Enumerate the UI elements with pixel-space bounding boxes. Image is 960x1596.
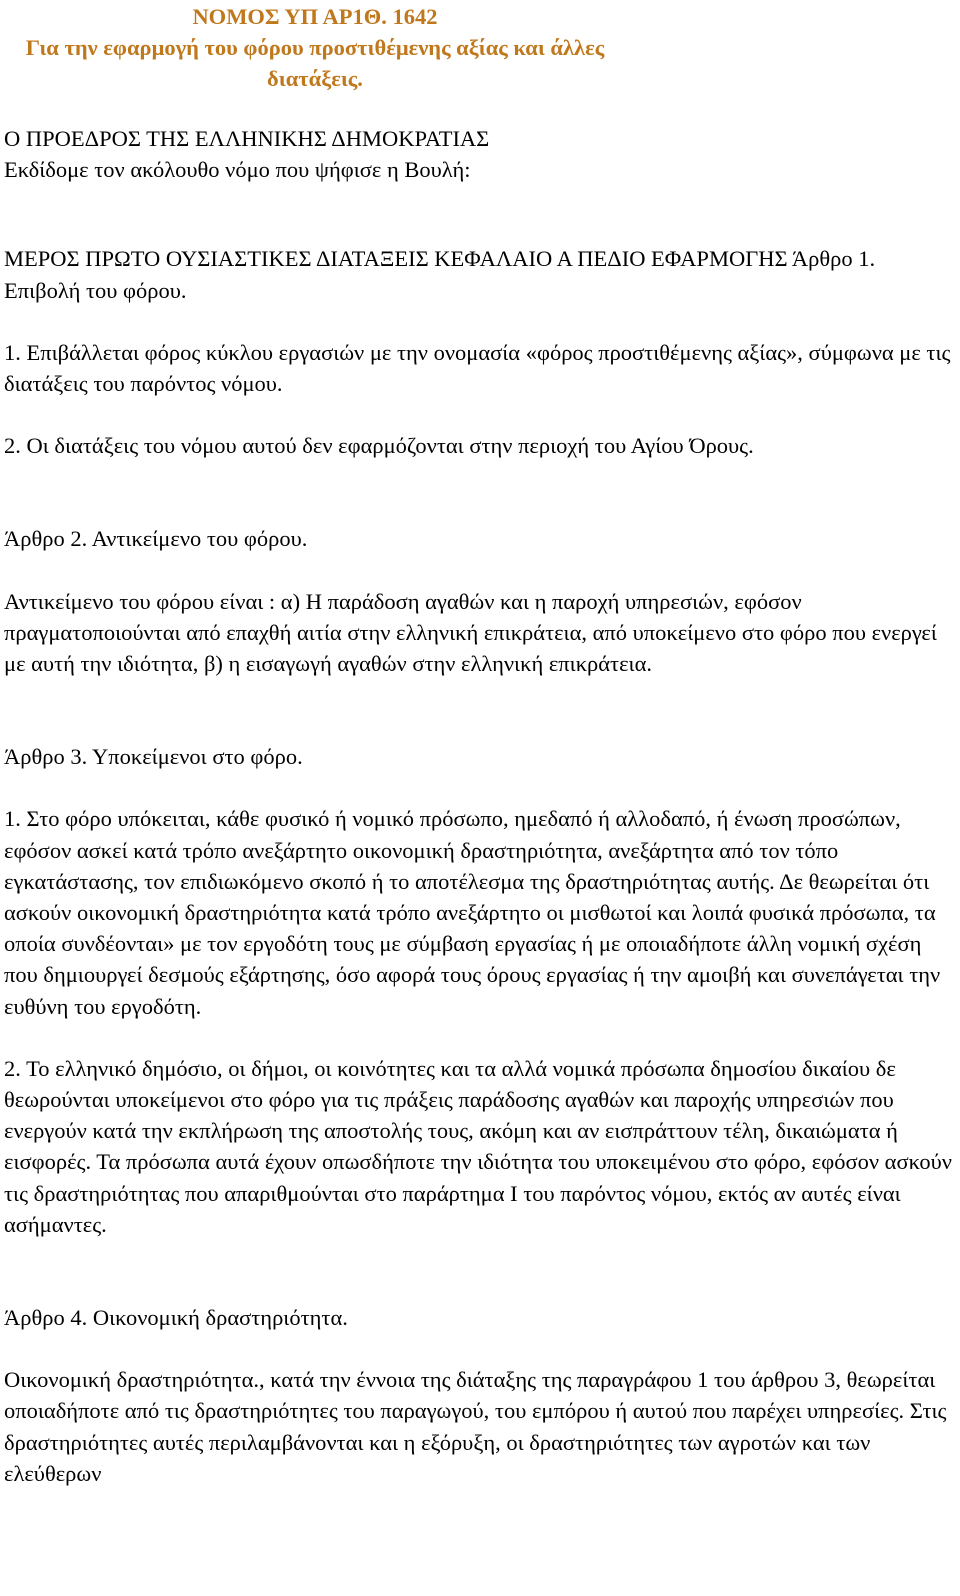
article-1-paragraph-1: 1. Επιβάλλεται φόρος κύκλου εργασιών με την ονομασία «φόρος προστιθέμενης αξίας», σύμφωνα με τις διατάξεις του παρόντος νόμου. [4, 339, 951, 397]
part-heading: ΜΕΡΟΣ ΠΡΩΤΟ ΟΥΣΙΑΣΤΙΚΕΣ ΔΙΑΤΑΞΕΙΣ ΚΕΦΑΛΑΙΟ Α ΠΕΔΙΟ ΕΦΑΡΜΟΓΗΣ Άρθρο 1. Επιβολή του φόρου. [4, 246, 876, 303]
article-2-heading: Άρθρο 2. Αντικείμενο του φόρου. [4, 526, 308, 552]
law-title-block [0, 1, 630, 94]
article-4-paragraph-1: Οικονομική δραστηριότητα., κατά την έννοια της διάταξης της παραγράφου 1 του άρθρου 3, θεωρείται οποιαδήποτε από τις δραστηριότητες του παραγωγού, του εμπόρου ή αυτού που παρέχει υπηρεσίες. Στις δραστηριότητες αυτές περιλαμβάνονται και η εξόρυξη, οι δραστηριότητες των αγροτών και των ελεύθερων [4, 1367, 947, 1486]
preamble [4, 123, 956, 185]
preamble-line-2: Εκδίδομε τον ακόλουθο νόμο που ψήφισε η Βουλή: [4, 157, 471, 183]
law-title: ΝΟΜΟΣ ΥΠ ΑΡ1Θ. 1642 [192, 4, 438, 29]
article-3-paragraph-1: 1. Στο φόρο υπόκειται, κάθε φυσικό ή νομικό πρόσωπο, ημεδαπό ή αλλοδαπό, ή ένωση προσώπων, εφόσον ασκεί κατά τρόπο ανεξάρτητο οικονομική δραστηριότητα, ανεξάρτητα από τον τόπο εγκατάστασης, τον επιδιωκόμενο σκοπό ή το αποτέλεσμα της δραστηριότητας αυτής. Δε θεωρείται ότι ασκούν οικονομική δραστηριότητα κατά τρόπο ανεξάρτητο οι μισθωτοί και λοιπά φυσικά πρόσωπα, τα οποία συνδέονται» με τον εργοδότη τους με σύμβαση εργασίας ή με οποιαδήποτε άλλη νομική σχέση που δημιουργεί δεσμούς εξάρτησης, όσο αφορά τους όρους εργασίας ή την αμοιβή και συνεπάγεται την ευθύνη του εργοδότη. [4, 806, 941, 1019]
preamble-line-1: Ο ΠΡΟΕΔΡΟΣ ΤΗΣ ΕΛΛΗΝΙΚΗΣ ΔΗΜΟΚΡΑΤΙΑΣ [4, 126, 490, 151]
article-3-heading: Άρθρο 3. Υποκείμενοι στο φόρο. [4, 744, 303, 770]
article-1-paragraph-2: 2. Οι διατάξεις του νόμου αυτού δεν εφαρμόζονται στην περιοχή του Αγίου Όρους. [4, 433, 754, 459]
article-3-paragraph-2: 2. Το ελληνικό δημόσιο, οι δήμοι, οι κοινότητες και τα αλλά νομικά πρόσωπα δημοσίου δικαίου δε θεωρούνται υποκείμενοι στο φόρο για τις πράξεις παράδοσης αγαθών και παροχής υπηρεσιών που ενεργούν κατά την εκπλήρωση της αποστολής τους, ακόμη και αν εισπράττουν τέλη, δικαιώματα ή εισφορές. Τα πρόσωπα αυτά έχουν οπωσδήποτε την ιδιότητα του υποκειμένου στο φόρο, εφόσον ασκούν τις δραστηριότητας που απαριθμούνται στο παράρτημα Ι του παρόντος νόμου, εκτός αν αυτές είναι ασήμαντες. [4, 1055, 952, 1237]
document-page [4, 0, 956, 1489]
article-4-heading: Άρθρο 4. Οικονομική δραστηριότητα. [4, 1305, 348, 1331]
law-subtitle: Για την εφαρμογή του φόρου προστιθέμενης αξίας και άλλες διατάξεις. [25, 35, 605, 91]
article-2-paragraph-1: Αντικείμενο του φόρου είναι : α) Η παράδοση αγαθών και η παροχή υπηρεσιών, εφόσον πραγματοποιούνται από επαχθή αιτία στην ελληνική επικράτεια, από υποκείμενο στο φόρο που ενεργεί με αυτή την ιδιότητα, β) η εισαγωγή αγαθών στην ελληνική επικράτεια. [4, 588, 937, 677]
